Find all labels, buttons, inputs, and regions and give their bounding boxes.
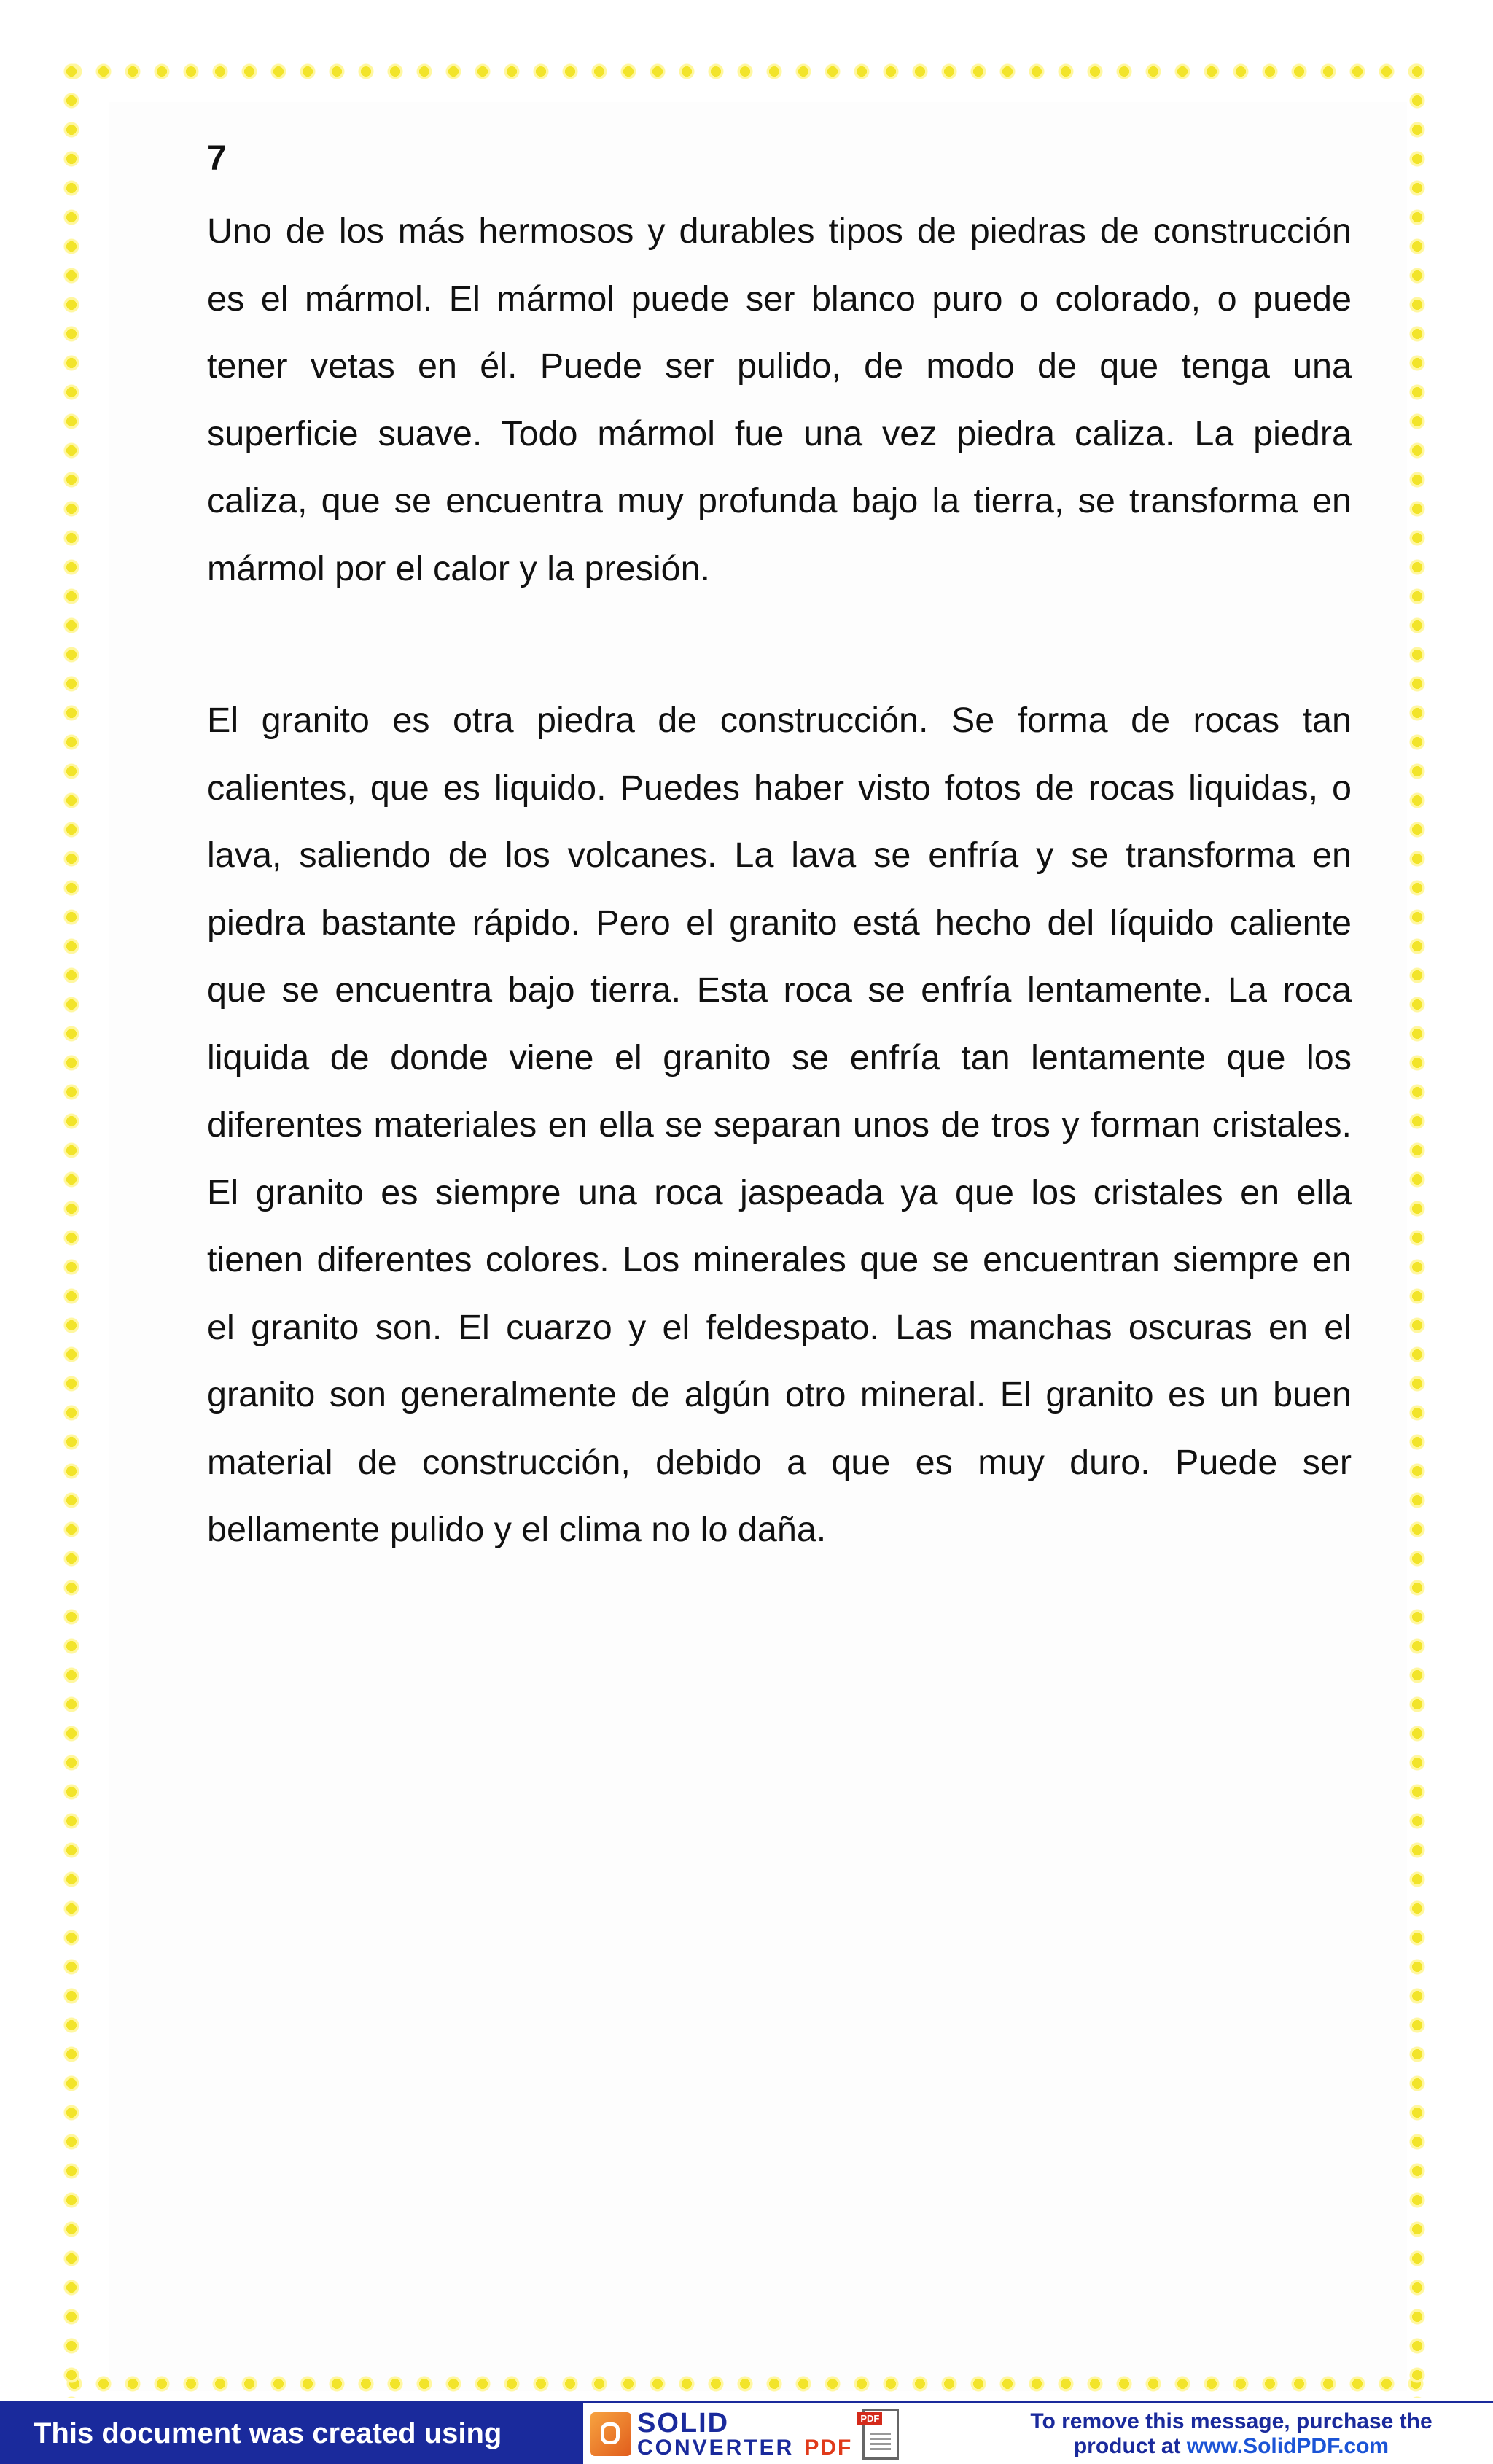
paragraph-marble: Uno de los más hermosos y durables tipos de piedras de construcción es el mármol. El mármol puede ser blanco puro o colorado, o puede tener vetas en él. Puede ser pulido, de modo de que tenga una superficie suave. Todo mármol fue una vez piedra caliza. La piedra caliza, que se encuentra muy profunda bajo la tierra, se transforma en mármol por el calor y la presión. <box>207 211 1352 588</box>
decorative-border-right <box>1403 57 1432 2398</box>
watermark-footer <box>0 2401 1493 2464</box>
purchase-message-prefix: product at <box>1073 2433 1187 2458</box>
pdf-document-icon <box>862 2409 899 2460</box>
footer-created-using-text: This document was created using <box>0 2403 583 2464</box>
decorative-border-bottom <box>60 2369 1430 2398</box>
solid-logo-icon <box>590 2412 631 2456</box>
solidpdf-link[interactable]: www.SolidPDF.com <box>1186 2433 1389 2458</box>
footer-purchase-message <box>970 2403 1493 2464</box>
logo-word-converter <box>637 2437 852 2459</box>
page-number: 7 <box>207 139 227 178</box>
paragraph-granite: El granito es otra piedra de construcción. Se forma de rocas tan calientes, que es liquido. Puedes haber visto fotos de rocas liquidas, o lava, saliendo de los volcanes. La lava se enfría y se transforma en piedra bastante rápido. Pero el granito está hecho del líquido caliente que se encuentra bajo tierra. Esta roca se enfría lentamente. La roca liquida de donde viene el granito se enfría tan lentamente que los diferentes materiales en ella se separan unos de tros y forman cristales. El granito es siempre una roca jaspeada ya que los cristales en ella tienen diferentes colores. Los minerales que se encuentran siempre en el granito son. El cuarzo y el feldespato. Las manchas oscuras en el granito son generalmente de algún otro mineral. El granito es un buen material de construcción, debido a que es muy duro. Puede ser bellamente pulido y el clima no lo daña. <box>207 701 1352 1549</box>
decorative-border-top <box>60 57 1430 86</box>
purchase-message-line-1: To remove this message, purchase the <box>1030 2409 1432 2433</box>
logo-word-pdf: PDF <box>804 2435 853 2460</box>
solid-converter-logo[interactable] <box>583 2403 970 2464</box>
logo-word-solid: SOLID <box>637 2407 730 2438</box>
document-content <box>207 139 1352 1564</box>
decorative-border-left <box>57 57 86 2398</box>
logo-word-converter-text: CONVERTER <box>637 2435 795 2460</box>
purchase-message-line-2 <box>1074 2434 1389 2459</box>
